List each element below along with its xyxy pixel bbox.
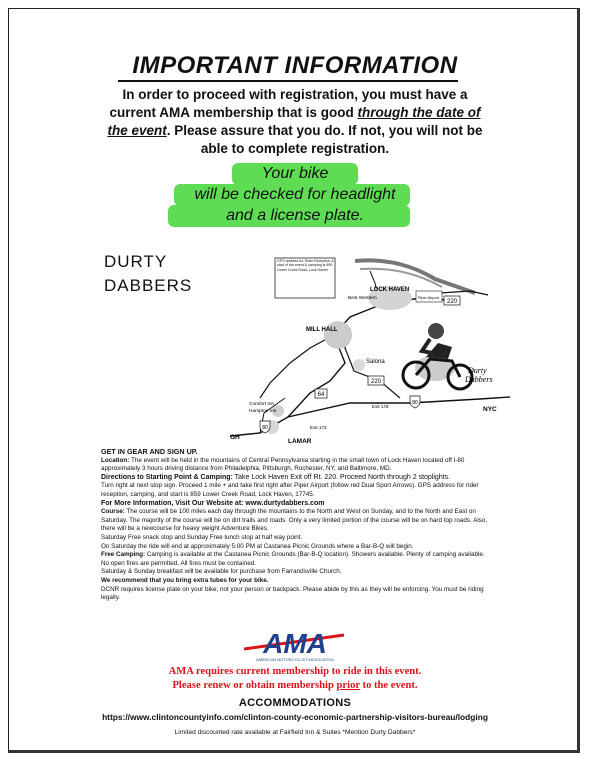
breakfast-line: Saturday & Sunday breakfast will be available for purchase from Farrandsville Church.: [101, 568, 342, 576]
shield-64-text: 64: [317, 392, 325, 398]
directions-label: Directions to Starting Point & Camping:: [101, 473, 233, 481]
membership-notice: [100, 86, 490, 158]
road-west: [260, 335, 334, 398]
shield-80-east: [410, 396, 420, 408]
food-line: Saturday Free snack stop and Sunday Free lunch stop at half way point.: [101, 533, 303, 541]
course-text: The course will be 100 miles each day through the mountains to the North and West on Sunday, and to the North and East on Saturday. The majority of the course will be on dirt trails and roads. Only a very limited portion of the course will be on hard top roads. Also, there will be a newcourse for heavy weight Adventure Bikes.: [101, 508, 488, 533]
bike-notice-line-2: will be checked for headlight: [194, 186, 396, 203]
shield-220-south: [368, 376, 384, 385]
intro-text-1: In order to proceed with registration, you must have a current AMA membership that is good: [109, 87, 468, 120]
shield-220-north: [444, 296, 460, 305]
dcnr-line: DCNR requires license plate on your bike, not your person or backpack. Please abide by this as they will be enforcing. You must be riding legally.: [101, 585, 484, 602]
logo-durty: Durty: [468, 366, 487, 375]
label-salona: Salona: [366, 359, 385, 365]
ama-renew-prior: prior: [336, 680, 360, 691]
ama-logo-subtitle: AMERICAN MOTORCYCLIST ASSOCIATION: [256, 658, 334, 662]
shield-80-west-text: 80: [262, 425, 268, 431]
shield-80-west: [260, 421, 270, 433]
page-title: IMPORTANT INFORMATION: [132, 52, 458, 79]
gps-note: [277, 259, 334, 298]
bike-notice-line-1: Your bike: [261, 165, 329, 182]
course-paragraph: [101, 508, 493, 534]
label-lamar: LAMAR: [288, 438, 312, 445]
shield-80-east-text: 80: [412, 400, 418, 406]
tubes-line: We recommend that you bring extra tubes for your bike.: [101, 576, 269, 584]
shield-220-north-text: 220: [446, 299, 458, 305]
club-name: [104, 250, 192, 298]
directions-text: Take Lock Haven Exit off Rt. 220. Proceed North through 2 stoplights.: [232, 473, 451, 481]
shield-220-south-text: 220: [370, 379, 382, 385]
label-oh: OH: [230, 434, 240, 441]
title-underline: [118, 80, 458, 82]
label-exit-178: Exit 178: [372, 404, 389, 409]
camping-text: Camping is available at the Castanea Picnic Grounds (Bar-B-Q location). Showers available. Plenty of camping available. No open fires are permitted. All fires must be contained.: [101, 551, 485, 567]
gps-note-text: GPS address for Rider Reception & start of the event & camping is 859 Lower Creek Road, Lock Haven: [277, 259, 334, 272]
ama-requirement: AMA requires current membership to ride in this event.: [168, 666, 422, 677]
label-best-western: Best Western: [348, 296, 377, 301]
directions-paragraph: [101, 474, 493, 483]
bike-notice-line-3: and a license plate.: [226, 207, 364, 224]
ama-renew-2: to the event.: [359, 680, 418, 691]
ama-renew: [0, 679, 590, 692]
lodging-link[interactable]: https://www.clintoncountyinfo.com/clinton-county-economic-partnership-visitors-bureau/lodging: [102, 712, 488, 722]
camping-paragraph: [101, 551, 493, 568]
durty-dabbers-rider-logo: [403, 323, 493, 389]
mill-hall-marker: [324, 321, 352, 349]
label-comfort-inn: Comfort Inn: [249, 402, 275, 407]
more-info-line: For More Information, Visit Our Website at: www.durtydabbers.com: [101, 499, 325, 507]
label-piper-airport: Piper Airport: [418, 296, 439, 300]
ama-logo-letters: AMA: [263, 628, 327, 659]
location-label: Location:: [101, 456, 130, 464]
label-lock-haven: LOCK HAVEN: [370, 287, 410, 293]
directions-detail: Turn right at next stop sign. Proceed 1 mile + and take first right after Piper Airport (follow red Dual Sport Arrows). GPS address for rider reception, camping, and start is 859 Lower Creek Road, Lock Haven, 17745.: [101, 482, 479, 498]
club-name-line-2: DABBERS: [104, 276, 193, 295]
directions-map: [230, 253, 510, 445]
location-text: The event will be held in the mountains of Central Pennsylvania starting in the small town of Lock Haven located off I-80 approximately 3 hours driving distance from Philadelphia, Pittsburgh, Rochester, NY, and Baltimore, MD.: [101, 456, 465, 473]
salona-marker: [353, 359, 365, 371]
shield-64: [315, 389, 327, 398]
label-nyc: NYC: [483, 406, 497, 413]
intro-text-2: . Please assure that you do. If not, you will not be able to complete registration.: [166, 123, 483, 156]
logo-dabbers: Dabbers: [465, 375, 493, 384]
saturday-line: On Saturday the ride will end at approximately 5:00 PM at Castanea Picnic Grounds where a Bar-B-Q will begin.: [101, 542, 414, 550]
accommodations-title: ACCOMMODATIONS: [238, 697, 352, 709]
course-label: Course:: [101, 508, 125, 516]
label-hampton-inn: Hampton Inn: [249, 409, 277, 414]
details-heading: GET IN GEAR AND SIGN UP.: [101, 447, 198, 456]
lodging-note: Limited discounted rate available at Fairfield Inn & Suites *Mention Durty Dabbers*: [174, 729, 416, 736]
camping-label: Free Camping:: [101, 551, 146, 559]
label-mill-hall: MILL HALL: [306, 327, 338, 333]
location-paragraph: [101, 457, 493, 474]
ama-renew-1: Please renew or obtain membership: [172, 680, 337, 691]
club-name-line-1: DURTY: [104, 252, 168, 271]
label-exit-173: Exit 173: [310, 425, 327, 430]
event-details: [101, 448, 493, 603]
ama-logo: [240, 625, 350, 665]
intro-emphasis: through the date of the event: [107, 105, 481, 138]
